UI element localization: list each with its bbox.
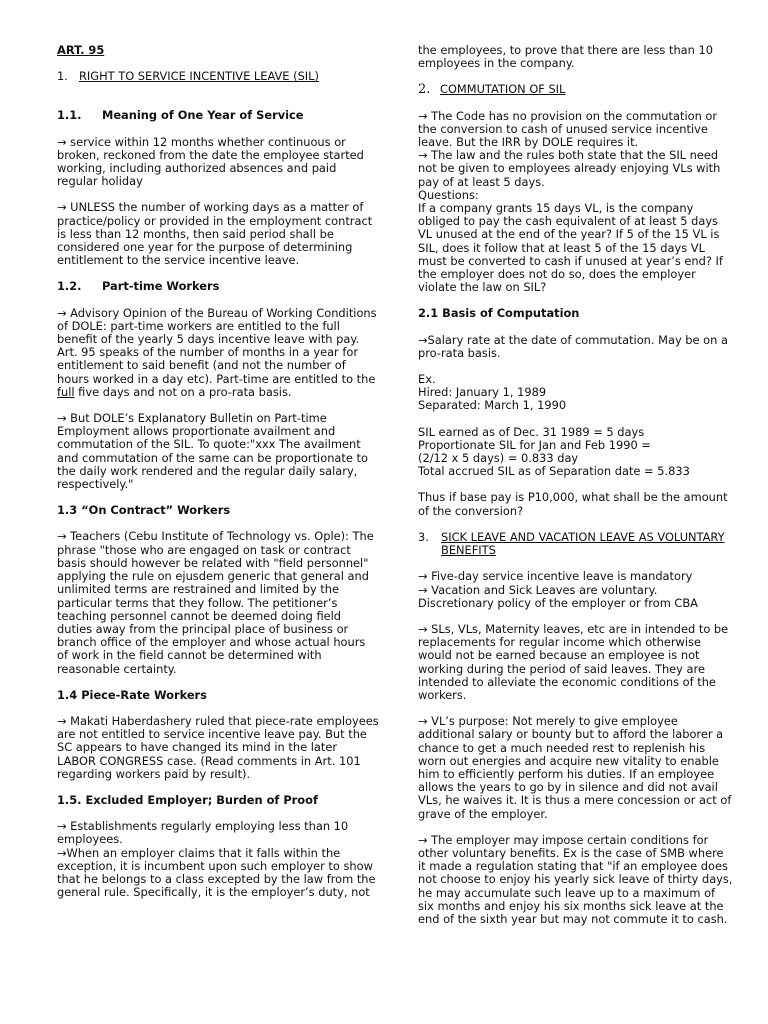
paragraph: → The law and the rules both state that the SIL need not be given to employees already enjoying VLs with pay of at least 5 days. xyxy=(418,148,721,189)
section-1-2-title: Part-time Workers xyxy=(102,279,220,294)
calc-line: (2/12 x 5 days) = 0.833 day xyxy=(418,451,579,466)
paragraph: → Makati Haberdashery ruled that piece-rate employees are not entitled to service incentive leave pay. But the SC appears to have changed its mind in the later LABOR CONGRESS case. (Read comments in Art. 101 regarding workers paid by result). xyxy=(57,713,379,781)
paragraph: → But DOLE’s Explanatory Bulletin on Part-time Employment allows proportionate availment and commutation of the SIL. To quote:"xxx The availment and commutation of the same can be proportionate to the daily work rendered and the regular daily salary, respectively." xyxy=(57,411,368,492)
calc-line: SIL earned as of Dec. 31 1989 = 5 days xyxy=(418,424,645,439)
questions-label: Questions: xyxy=(418,187,479,202)
section-2-1-heading: 2.1 Basis of Computation xyxy=(418,306,580,321)
paragraph: → VL’s purpose: Not merely to give employee additional salary or bounty but to afford the laborer a chance to get a much needed rest to replenish his worn out energies and acquire new vitality to enable him to efficiently perform his duties. If an employee allows the years to go by in silence and did not avail VLs, he waives it. It is thus a mere concession or act of grave of the employer. xyxy=(418,714,732,821)
example-line: Separated: March 1, 1990 xyxy=(418,398,567,413)
section-1-number: 1. xyxy=(57,69,68,84)
section-1-5-heading xyxy=(57,794,379,807)
section-1-3-title: “On Contract” Workers xyxy=(81,503,231,518)
paragraph: → SLs, VLs, Maternity leaves, etc are in intended to be replacements for regular income which otherwise would not be earned because an employee is not working during the period of said leaves. They are intended to alleviate the economic conditions of the workers. xyxy=(418,621,729,702)
section-1-2-number: 1.2. xyxy=(57,279,82,294)
paragraph: Thus if base pay is P10,000, what shall be the amount of the conversion? xyxy=(418,490,728,518)
example-line: Hired: January 1, 1989 xyxy=(418,385,547,400)
paragraph: →Salary rate at the date of commutation. May be on a pro-rata basis. xyxy=(418,332,728,360)
section-1-4-number: 1.4 xyxy=(57,687,78,702)
section-1-3-heading xyxy=(57,504,379,517)
section-1-5-title: Excluded Employer; Burden of Proof xyxy=(85,792,318,807)
paragraph: → Five-day service incentive leave is mandatory xyxy=(418,569,693,584)
paragraph: → service within 12 months whether continuous or broken, reckoned from the date the employee started working, including authorized absences and paid regular holiday xyxy=(57,134,364,189)
paragraph: → Establishments regularly employing less than 10 employees. xyxy=(57,819,349,847)
paragraph: → The Code has no provision on the commutation or the conversion to cash of unused service incentive leave. But the IRR by DOLE requires it. xyxy=(418,108,718,150)
section-1-2-heading xyxy=(57,280,379,293)
section-3-heading xyxy=(418,531,733,557)
paragraph: → Teachers (Cebu Institute of Technology vs. Ople): The phrase "those who are engaged on task or contract basis should however be related with "field personnel" applying the rule on ejusdem generic that general and unlimited terms are restrained and limited by the particular terms that they follow. The petitioner’s teaching personnel cannot be deemed doing field duties away from the principal place of business or branch office of the employer and whose actual hours of work in the field cannot be determined with reasonable certainty. xyxy=(57,529,374,676)
example-label: Ex. xyxy=(418,372,436,387)
section-1-1-number: 1.1. xyxy=(57,108,82,123)
paragraph: → Vacation and Sick Leaves are voluntary. xyxy=(418,582,658,597)
section-2-heading xyxy=(418,83,733,96)
section-3-title: SICK LEAVE AND VACATION LEAVE AS VOLUNTARY BENEFITS xyxy=(441,529,725,558)
paragraph: the employees, to prove that there are less than 10 employees in the company. xyxy=(418,43,713,71)
section-1-4-title: Piece-Rate Workers xyxy=(81,687,207,702)
section-1-title: RIGHT TO SERVICE INCENTIVE LEAVE (SIL) xyxy=(79,69,319,84)
section-1-1-heading xyxy=(57,109,379,122)
emphasis-full: full xyxy=(57,384,75,399)
paragraph: → Advisory Opinion of the Bureau of Working Conditions of DOLE: part-time workers are entitled to the full benefit of the yearly 5 days incentive leave with pay. xyxy=(57,305,377,347)
section-3-number: 3. xyxy=(418,529,429,544)
right-column xyxy=(418,44,733,926)
section-1-5-number: 1.5. xyxy=(57,792,82,807)
section-1-3-number: 1.3 xyxy=(57,503,78,518)
paragraph: If a company grants 15 days VL, is the company obliged to pay the cash equivalent of at least 5 days VL unused at the end of the year? If 5 of the 15 VL is SIL, does it follow that at least 5 of the 15 days VL must be converted to cash if unused at year’s end? If the employer does not do so, does the employer violate the law on SIL? xyxy=(418,201,723,295)
article-title: ART. 95 xyxy=(57,43,105,57)
paragraph: Art. 95 speaks of the number of months in a year for entitlement to said benefit (and not the number of hours worked in a day etc). Part-time are entitled to the full five days and not on a pro-rata basis. xyxy=(57,345,376,399)
calc-line: Total accrued SIL as of Separation date = 5.833 xyxy=(418,464,690,479)
section-1-1-title: Meaning of One Year of Service xyxy=(102,108,304,123)
section-1-4-heading xyxy=(57,689,379,702)
calc-line: Proportionate SIL for Jan and Feb 1990 = xyxy=(418,437,651,452)
section-2-title: COMMUTATION OF SIL xyxy=(440,82,566,97)
paragraph: → UNLESS the number of working days as a matter of practice/policy or provided in the employment contract is less than 12 months, then said period shall be considered one year for the purpose of determining entitlement to the service incentive leave. xyxy=(57,200,373,268)
paragraph: → The employer may impose certain conditions for other voluntary benefits. Ex is the case of SMB where it made a regulation stating that "if an employee does not choose to enjoy his yearly sick leave of thirty days, he may accumulate such leave up to a maximum of six months and enjoy his six months sick leave at the end of the sixth year but may not commute it to cash. xyxy=(418,832,733,926)
section-2-number: 2. xyxy=(418,82,431,98)
paragraph: Discretionary policy of the employer or from CBA xyxy=(418,595,698,610)
left-column xyxy=(57,44,379,899)
section-1-heading xyxy=(57,70,379,83)
paragraph: →When an employer claims that it falls within the exception, it is incumbent upon such employer to show that he belongs to a class excepted by the law from the general rule. Specifically, it is the employer’s duty, not xyxy=(57,845,376,900)
